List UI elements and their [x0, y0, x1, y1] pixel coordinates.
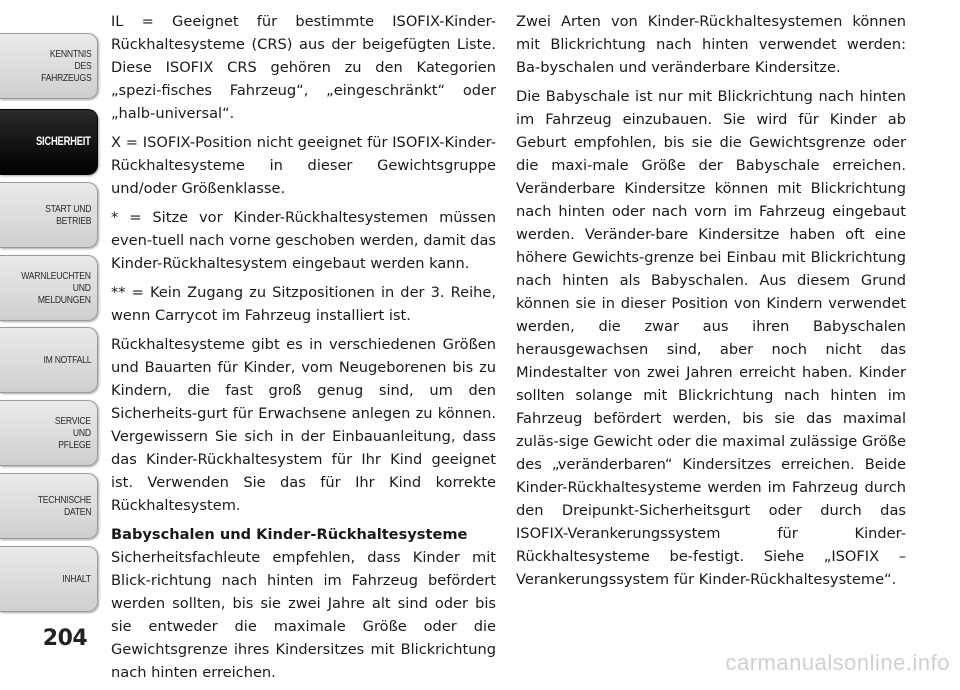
tab-label: WARNLEUCHTEN UND MELDUNGEN	[21, 270, 91, 306]
tab-label: SERVICE UND PFLEGE	[55, 415, 91, 451]
paragraph: ** = Kein Zugang zu Sitzpositionen in der 3. Reihe, wenn Carrycot im Fahrzeug installiert ist.	[111, 284, 496, 324]
right-column	[516, 10, 906, 597]
tab-kenntnis-des-fahrzeugs[interactable]	[0, 33, 98, 99]
paragraph: Zwei Arten von Kinder-Rückhaltesystemen können mit Blickrichtung nach hinten verwendet werden: Ba-byschalen und veränderbare Kindersitze.	[516, 13, 906, 76]
tab-warnleuchten-und-meldungen[interactable]	[0, 255, 98, 321]
tab-label: TECHNISCHE DATEN	[37, 494, 91, 518]
paragraph: Die Babyschale ist nur mit Blickrichtung nach hinten im Fahrzeug einzubauen. Sie wird für Kinder ab Geburt empfohlen, bis sie die Gewichtsgrenze oder die maxi-male Größe der Babyschale erreichen. Veränderbare Kindersitze können mit Blickrichtung nach hinten oder nach vorn im Fahrzeug eingebaut werden. Veränder-bare Kindersitze haben oft eine höhere Gewichts-grenze bei Einbau mit Blickrichtung nach hinten als Babyschalen. Aus diesem Grund können sie in dieser Position von Kindern verwendet werden, die zwar aus ihren Babyschalen herausgewachsen sind, aber noch nicht das Mindestalter von zwei Jahren erreicht haben. Kinder sollten solange mit Blickrichtung nach hinten im Fahrzeug befördert werden, bis sie das maximal zuläs-sige Gewicht oder die maximal zulässige Größe des „veränderbaren“ Kindersitzes erreichen. Beide Kinder-Rückhaltesysteme werden im Fahrzeug durch den Dreipunkt-Sicherheitsgurt oder durch das ISOFIX-Verankerungssystem für Kinder-Rückhaltesysteme be-festigt. Siehe „ISOFIX – Verankerungssystem für Kinder-Rückhaltesysteme“.	[516, 88, 906, 588]
tab-label: START UND BETRIEB	[44, 203, 91, 227]
tab-label: IM NOTFALL	[43, 354, 91, 366]
tab-label: INHALT	[62, 573, 91, 585]
tab-label: SICHERHEIT	[36, 136, 91, 148]
paragraph: Sicherheitsfachleute empfehlen, dass Kinder mit Blick-richtung nach hinten im Fahrzeug befördert werden sollten, bis sie zwei Jahre alt sind oder bis sie entweder die maximale Größe oder die Gewichtsgrenze ihres Kindersitzes mit Blickrichtung nach hinten erreichen.	[111, 549, 496, 681]
watermark: carmanualsonline.info	[725, 650, 950, 675]
section-heading: Babyschalen und Kinder-Rückhaltesysteme	[111, 526, 468, 543]
left-column	[111, 10, 496, 690]
tab-service-und-pflege[interactable]	[0, 400, 98, 466]
tab-start-und-betrieb[interactable]	[0, 182, 98, 248]
tab-sicherheit[interactable]	[0, 109, 98, 175]
tab-label: KENNTNIS DES FAHRZEUGS	[40, 48, 91, 84]
paragraph: X = ISOFIX-Position nicht geeignet für ISOFIX-Kinder-Rückhaltesysteme in dieser Gewichtsgruppe und/oder Größenklasse.	[111, 134, 496, 197]
page-number: 204	[42, 626, 88, 651]
paragraph: IL = Geeignet für bestimmte ISOFIX-Kinder-Rückhaltesysteme (CRS) aus der beigefügten Liste. Diese ISOFIX CRS gehören zu den Kategorien „spezi-fisches Fahrzeug“, „eingeschränkt“ oder „halb-universal“.	[111, 13, 496, 122]
tab-technische-daten[interactable]	[0, 473, 98, 539]
tab-im-notfall[interactable]	[0, 327, 98, 393]
paragraph: * = Sitze vor Kinder-Rückhaltesystemen müssen even-tuell nach vorne geschoben werden, damit das Kinder-Rückhaltesystem eingebaut werden kann.	[111, 209, 496, 272]
tab-inhalt[interactable]	[0, 546, 98, 612]
paragraph: Rückhaltesysteme gibt es in verschiedenen Größen und Bauarten für Kinder, vom Neugeborenen bis zu Kindern, die fast groß genug sind, um den Sicherheits-gurt für Erwachsene anlegen zu können. Vergewissern Sie sich in der Einbauanleitung, dass das Kinder-Rückhaltesystem für Ihr Kind geeignet ist. Verwenden Sie das für Ihr Kind korrekte Rückhaltesystem.	[111, 336, 496, 514]
